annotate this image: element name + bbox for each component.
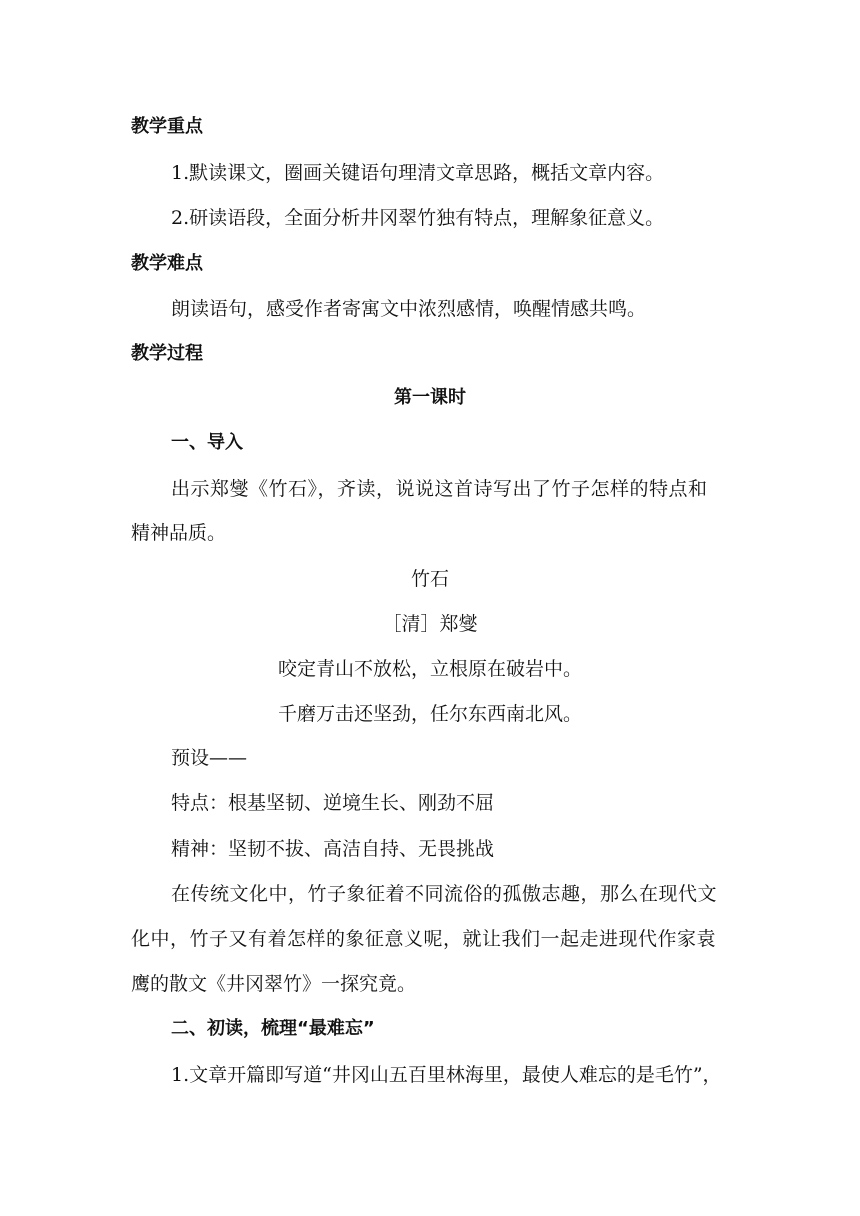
preset-label: 预设—— — [171, 747, 248, 769]
heading-teaching-process: 教学过程 — [131, 343, 203, 364]
focus-item-1: 1.默读课文，圈画关键语句理清文章思路，概括文章内容。 — [171, 162, 665, 184]
intro-line-2: 精神品质。 — [131, 522, 227, 544]
focus-item-2: 2.研读语段，全面分析井冈翠竹独有特点，理解象征意义。 — [171, 207, 665, 229]
intro-line-1: 出示郑燮《竹石》，齐读，说说这首诗写出了竹子怎样的特点和 — [171, 478, 708, 500]
heading-teaching-difficulty: 教学难点 — [131, 253, 203, 274]
part2-item-1: 1.文章开篇即写道“井冈山五百里林海里，最使人难忘的是毛竹”， — [171, 1064, 722, 1086]
para-line-1: 在传统文化中，竹子象征着不同流俗的孤傲志趣，那么在现代文 — [171, 883, 718, 905]
heading-teaching-focus: 教学重点 — [131, 116, 203, 137]
lesson-title: 第一课时 — [394, 387, 466, 408]
difficulty-text: 朗读语句，感受作者寄寓文中浓烈感情，唤醒情感共鸣。 — [171, 298, 647, 320]
spirit-line: 精神：坚韧不拔、高洁自持、无畏挑战 — [171, 838, 495, 860]
part2-heading: 二、初读，梳理“最难忘” — [171, 1018, 375, 1039]
part1-heading: 一、导入 — [171, 432, 243, 453]
poem-title: 竹石 — [410, 568, 449, 590]
poem-author: ［清］郑燮 — [382, 613, 478, 635]
poem-line-2: 千磨万击还坚劲，任尔东西南北风。 — [277, 703, 582, 725]
para-line-2: 化中，竹子又有着怎样的象征意义呢，就让我们一起走进现代作家袁 — [131, 928, 717, 950]
para-line-3: 鹰的散文《井冈翠竹》一探究竟。 — [131, 973, 417, 995]
poem-line-1: 咬定青山不放松，立根原在破岩中。 — [277, 658, 582, 680]
features-line: 特点：根基坚韧、逆境生长、刚劲不屈 — [171, 792, 495, 814]
